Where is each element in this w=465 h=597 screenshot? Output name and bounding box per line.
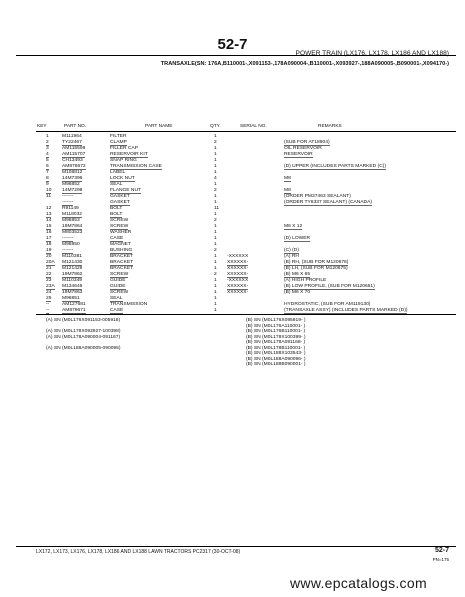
table-row xyxy=(0,206,465,211)
cell-name: GUIDE xyxy=(110,284,126,289)
cell-key: 15 xyxy=(46,224,52,229)
table-row xyxy=(0,176,465,181)
cell-rem: (B) LOW PROFILE, (SUB FOR M120651) xyxy=(284,284,375,289)
cell-qty: 1 xyxy=(214,158,217,163)
cell-part: 19M7863 xyxy=(62,290,83,295)
cell-part: M121429 xyxy=(62,266,83,271)
table-row xyxy=(0,272,465,277)
column-part-no-header: PART NO. xyxy=(64,124,87,129)
serial-note: (B) SN (M0L188B090001- ) xyxy=(246,362,306,367)
cell-qty: 1 xyxy=(214,182,217,187)
cell-qty: 1 xyxy=(214,164,217,169)
cell-name: BRACKET xyxy=(110,260,134,265)
cell-qty: 1 xyxy=(214,266,217,271)
table-row xyxy=(0,146,465,151)
cell-name: BRACKET xyxy=(110,266,134,271)
cell-qty: 1 xyxy=(214,224,217,229)
cell-name: SCREW xyxy=(110,272,129,277)
cell-part: M134645 xyxy=(62,284,83,289)
cell-name: TRANSMISSION xyxy=(110,302,148,307)
cell-key: 20 xyxy=(46,254,52,259)
cell-key: 24 xyxy=(46,290,52,295)
cell-name: FILLER CAP xyxy=(110,146,138,151)
table-row xyxy=(0,182,465,187)
table-row xyxy=(0,170,465,175)
cell-qty: 1 xyxy=(214,200,217,205)
cell-qty: 2 xyxy=(214,140,217,145)
cell-name: BOLT xyxy=(110,212,123,217)
column-serial-header: SERIAL NO. xyxy=(240,124,267,129)
cell-name: GUIDE xyxy=(110,278,126,283)
cell-part: ------- xyxy=(62,236,74,241)
cell-part: ------- xyxy=(62,200,74,205)
cell-key: 14 xyxy=(46,218,52,223)
table-row xyxy=(0,194,465,199)
serial-note: (B) SN (M0L176A110001- ) xyxy=(246,323,306,329)
serial-note: (B) SN (M0L188A090096- ) xyxy=(246,356,306,362)
cell-key: 23 xyxy=(46,278,52,283)
sub-title: TRANSAXLE(SN: 176A,B110001-,X091153-,178A090004-,B110001-,X093927-,188A090005-,B090001-,X094170-) xyxy=(160,61,449,67)
cell-name: SCREW xyxy=(110,224,129,229)
cell-qty: 1 xyxy=(214,236,217,241)
table-row xyxy=(0,134,465,139)
table-row xyxy=(0,278,465,283)
cell-name: SCREW xyxy=(110,290,129,295)
cell-serial: XXXXXX- xyxy=(227,284,249,289)
cell-name: FILTER xyxy=(110,134,127,139)
watermark: www.epcatalogs.com xyxy=(290,575,427,591)
cell-qty: 1 xyxy=(214,152,217,157)
cell-qty: 1 xyxy=(214,146,217,151)
cell-key: 11 xyxy=(46,194,52,199)
cell-rem: M8 xyxy=(284,188,291,193)
table-row xyxy=(0,212,465,217)
cell-part: M118032 xyxy=(62,212,83,217)
cell-part: AM879671 xyxy=(62,308,86,313)
cell-part: M110381 xyxy=(62,254,83,259)
cell-part: M110349 xyxy=(62,278,83,283)
cell-serial: XXXXXX- xyxy=(227,272,249,277)
cell-qty: 1 xyxy=(214,134,217,139)
serial-note: (B) SN (M0L178B110001- ) xyxy=(246,345,306,351)
cell-qty: 2 xyxy=(214,218,217,223)
cell-rem: (A) RH xyxy=(284,254,299,259)
cell-serial: XXXXXX- xyxy=(227,266,249,271)
cell-rem: (TRANSAXLE ASSY) (INCLUDES PARTS MARKED (D)) xyxy=(284,308,408,313)
cell-qty: 1 xyxy=(214,212,217,217)
section-title: POWER TRAIN (LX176, LX178, LX186 AND LX188) xyxy=(295,50,449,57)
cell-rem: (B) RH, (SUB FOR M120676) xyxy=(284,260,349,265)
page-title: 52-7 xyxy=(217,36,248,53)
cell-serial: XXXXXX- xyxy=(227,290,249,295)
cell-part: M111964 xyxy=(62,134,82,139)
cell-part: M96852 xyxy=(62,182,80,187)
cell-key: 12 xyxy=(46,206,52,211)
cell-key: 8 xyxy=(46,176,49,181)
table-row xyxy=(0,188,465,193)
cell-part: ------- xyxy=(62,194,74,199)
cell-qty: 2 xyxy=(214,248,217,253)
table-row xyxy=(0,152,465,157)
cell-name: SNAP RING xyxy=(110,158,137,163)
cell-serial: XXXXXX- xyxy=(227,260,249,265)
serial-note: (A) SN (M0L178A090004-091167) xyxy=(46,334,121,340)
column-part-name-header: PART NAME xyxy=(145,124,173,129)
cell-key: 21 xyxy=(46,266,52,271)
cell-key: 20A xyxy=(46,260,55,265)
cell-part: M108812 xyxy=(62,170,83,175)
cell-qty: 1 xyxy=(214,242,217,247)
cell-name: CASE xyxy=(110,308,124,313)
table-row xyxy=(0,164,465,169)
cell-qty: 4 xyxy=(214,176,217,181)
cell-key: 16 xyxy=(46,230,52,235)
cell-qty: 11 xyxy=(214,206,220,211)
cell-rem: OIL RESERVOIR xyxy=(284,146,322,151)
serial-note: (A) SN (M0L176X091153-005918) xyxy=(46,318,121,323)
table-bottom-rule xyxy=(36,314,456,315)
cell-key: 10 xyxy=(46,188,52,193)
cell-part: 14M7396 xyxy=(62,176,83,181)
cell-name: CLAMP xyxy=(110,140,127,145)
cell-qty: 1 xyxy=(214,278,217,283)
cell-rem: (A) HIGH PROFILE xyxy=(284,278,327,283)
cell-serial: -XXXXXX xyxy=(227,254,249,259)
cell-part: 19M7864 xyxy=(62,224,83,229)
cell-part: AM127681 xyxy=(62,302,86,307)
cell-qty: 1 xyxy=(214,302,217,307)
cell-part: M121430 xyxy=(62,260,83,265)
cell-key: 1 xyxy=(46,134,49,139)
table-row xyxy=(0,242,465,247)
cell-qty: 2 xyxy=(214,272,217,277)
cell-part: M96850 xyxy=(62,242,80,247)
table-row xyxy=(0,158,465,163)
cell-qty: 1 xyxy=(214,290,217,295)
table-row xyxy=(0,284,465,289)
cell-name: CASE xyxy=(110,236,124,241)
cell-name: GASKET xyxy=(110,200,130,205)
cell-rem: (SUB FOR AT18904) xyxy=(284,140,330,145)
cell-key: 19 xyxy=(46,248,52,253)
cell-rem: (D) UPPER (INCLUDES PARTS MARKED (C)) xyxy=(284,164,386,169)
table-row xyxy=(0,140,465,145)
table-row xyxy=(0,260,465,265)
cell-rem: (B) M6 X 70 xyxy=(284,290,311,295)
cell-name: BRACKET xyxy=(110,254,134,259)
cell-part: M96853 xyxy=(62,218,80,223)
cell-qty: 2 xyxy=(214,188,217,193)
footer-code: PN=175 xyxy=(432,557,449,562)
cell-name: FLANGE NUT xyxy=(110,188,141,193)
cell-part: R91149 xyxy=(62,206,79,211)
serial-note: (B) SN (M0L178A091168- ) xyxy=(246,340,306,345)
cell-rem: M6 X 12 xyxy=(284,224,303,229)
cell-key: -- xyxy=(46,302,50,307)
cell-key: 6 xyxy=(46,164,49,169)
cell-key: 7 xyxy=(46,170,49,175)
cell-part: TY22467 xyxy=(62,140,82,145)
serial-note: (B) SN (M0L188X103543- ) xyxy=(246,351,306,356)
table-row xyxy=(0,266,465,271)
cell-name: TRANSMISSION CASE xyxy=(110,164,162,169)
cell-qty: 1 xyxy=(214,296,217,301)
cell-part: AM878672 xyxy=(62,164,86,169)
cell-name: BUSHING xyxy=(110,248,133,253)
cell-part: M96851 xyxy=(62,296,80,301)
cell-rem: (D) LOWER xyxy=(284,236,311,241)
footer-divider xyxy=(16,546,456,547)
cell-rem: RESERVOIR xyxy=(284,152,313,157)
cell-part: 14M7298 xyxy=(62,188,83,193)
cell-key: 18 xyxy=(46,242,52,247)
cell-qty: 1 xyxy=(214,194,217,199)
cell-name: WASHER xyxy=(110,230,132,235)
table-row xyxy=(0,308,465,313)
cell-qty: 1 xyxy=(214,284,217,289)
serial-note: (B) SN (M0L176X095919- ) xyxy=(246,318,306,323)
cell-name: GASKET xyxy=(110,194,130,199)
table-row xyxy=(0,290,465,295)
cell-key: 13 xyxy=(46,212,52,217)
table-header-rule xyxy=(36,131,456,132)
column-remarks-header: REMARKS xyxy=(318,124,342,129)
cell-rem: M8 xyxy=(284,176,291,181)
table-row xyxy=(0,200,465,205)
cell-part: AM115707 xyxy=(62,152,86,157)
cell-rem: HYDROSTATIC, (SUB FOR AM119130) xyxy=(284,302,371,307)
column-key-header: KEY xyxy=(37,124,47,129)
table-row xyxy=(0,224,465,229)
serial-note: (A) SN (M0L188A090005-090095) xyxy=(46,345,121,351)
serial-note: (B) SN (M0L176B110001- ) xyxy=(246,329,306,334)
parts-table xyxy=(0,134,465,314)
cell-name: SEAL xyxy=(110,182,123,187)
cell-name: SCREW xyxy=(110,218,129,223)
cell-key: 9 xyxy=(46,182,49,187)
table-row xyxy=(0,248,465,253)
cell-key: 2 xyxy=(46,140,49,145)
table-row xyxy=(0,302,465,307)
footer-page-number: 52-7 xyxy=(434,547,449,554)
cell-serial: -XXXXXX xyxy=(227,278,249,283)
cell-qty: 1 xyxy=(214,308,217,313)
footer-models: LX172, LX173, LX176, LX178, LX186 AND LX188 LAWN TRACTORS PC2317 (30-OCT-08) xyxy=(36,549,241,555)
cell-qty: 1 xyxy=(214,260,217,265)
cell-qty: 1 xyxy=(214,230,217,235)
cell-key: 17 xyxy=(46,236,52,241)
serial-note: (A) SN (M0L178X093927-100398) xyxy=(46,329,121,334)
table-row xyxy=(0,254,465,259)
serial-note: (B) SN (M0L178X100399- ) xyxy=(246,334,306,340)
cell-key: 3 xyxy=(46,146,49,151)
cell-qty: 1 xyxy=(214,170,217,175)
cell-part: M803523 xyxy=(62,230,83,235)
serial-notes-right xyxy=(246,318,306,368)
table-row xyxy=(0,218,465,223)
cell-key: 4 xyxy=(46,152,49,157)
cell-part: ------- xyxy=(62,248,74,253)
cell-name: BOLT xyxy=(110,206,123,211)
cell-rem: (C) (D) xyxy=(284,248,299,253)
cell-name: LOCK NUT xyxy=(110,176,135,181)
cell-part: 19M7862 xyxy=(62,272,83,277)
cell-name: RESERVOIR KIT xyxy=(110,152,148,157)
cell-rem: (ORDER TY6337 SEALANT) (CANADA) xyxy=(284,200,372,205)
cell-key: 5 xyxy=(46,158,49,163)
cell-name: SEAL xyxy=(110,296,123,301)
table-row xyxy=(0,296,465,301)
cell-key: 22 xyxy=(46,272,52,277)
cell-rem: (ORDER PM37463 SEALANT) xyxy=(284,194,351,199)
cell-rem: (B) LH, (SUB FOR M120675) xyxy=(284,266,348,271)
column-qty-header: QTY. xyxy=(210,124,221,129)
cell-rem: (B) M6 X 65 xyxy=(284,272,311,277)
table-row xyxy=(0,236,465,241)
serial-notes-left xyxy=(46,318,121,351)
cell-key: 25 xyxy=(46,296,52,301)
cell-key: -- xyxy=(46,308,50,313)
cell-qty: 1 xyxy=(214,254,217,259)
cell-key: 23A xyxy=(46,284,55,289)
cell-name: LABEL xyxy=(110,170,126,175)
table-row xyxy=(0,230,465,235)
cell-part: CH13493 xyxy=(62,158,83,163)
cell-part: AM115599 xyxy=(62,146,86,151)
cell-name: MAGNET xyxy=(110,242,131,247)
header-divider xyxy=(16,55,456,56)
